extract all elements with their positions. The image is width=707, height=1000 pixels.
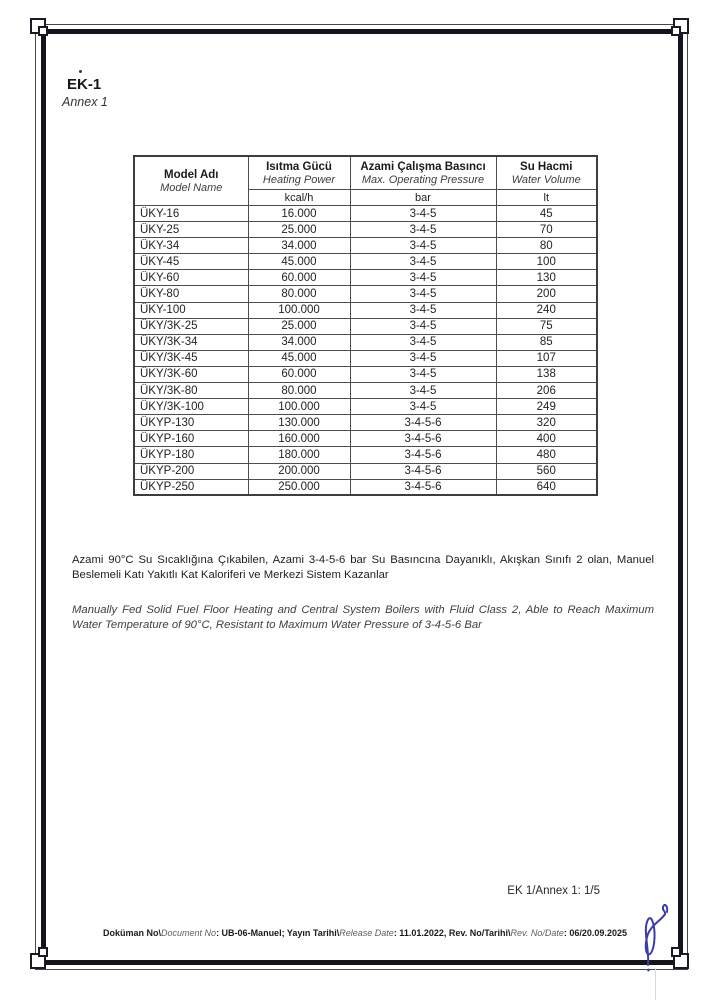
water-volume-cell: 45 [496,206,597,222]
doc-info-segment: Rev. No/Date [510,928,564,938]
pressure-cell: 3-4-5 [350,334,496,350]
heating-power-cell: 100.000 [248,399,350,415]
water-volume-cell: 107 [496,350,597,366]
pressure-cell: 3-4-5 [350,399,496,415]
header-model [134,156,248,206]
header-volume-tr: Su Hacmi [520,161,573,173]
heating-power-cell: 130.000 [248,415,350,431]
annex-title: EK-1 [67,76,102,93]
pressure-cell: 3-4-5 [350,238,496,254]
model-cell: ÜKY-34 [134,238,248,254]
pressure-cell: 3-4-5 [350,318,496,334]
table-row [134,399,597,415]
header-heating-power-tr: Isıtma Gücü [266,161,332,173]
spec-table-body [134,206,597,496]
water-volume-cell: 206 [496,383,597,399]
heating-power-cell: 60.000 [248,270,350,286]
pressure-cell: 3-4-5-6 [350,447,496,463]
pressure-cell: 3-4-5 [350,254,496,270]
doc-info-segment: : UB-06-Manuel; Yayın Tarihi\ [216,928,340,938]
water-volume-cell: 70 [496,222,597,238]
unit-pressure: bar [350,190,496,206]
water-volume-cell: 249 [496,399,597,415]
unit-volume: lt [496,190,597,206]
model-cell: ÜKY-100 [134,302,248,318]
corner-ornament [38,947,48,957]
table-row [134,463,597,479]
page-reference: EK 1/Annex 1: 1/5 [507,885,600,897]
pressure-cell: 3-4-5-6 [350,431,496,447]
doc-info-segment: Doküman No\ [103,928,162,938]
pressure-cell: 3-4-5 [350,350,496,366]
table-row [134,302,597,318]
table-row [134,334,597,350]
model-cell: ÜKY/3K-25 [134,318,248,334]
table-row [134,447,597,463]
doc-info-segment: : 06/20.09.2025 [563,928,627,938]
table-row [134,479,597,495]
corner-ornament [38,26,48,36]
header-pressure-tr: Azami Çalışma Basıncı [360,161,486,173]
header-volume-en: Water Volume [511,174,581,186]
water-volume-cell: 480 [496,447,597,463]
annex-subtitle: Annex 1 [62,95,108,109]
table-row [134,286,597,302]
model-cell: ÜKY/3K-45 [134,350,248,366]
spec-table [133,155,598,496]
model-cell: ÜKY/3K-60 [134,366,248,382]
water-volume-cell: 240 [496,302,597,318]
model-cell: ÜKYP-250 [134,479,248,495]
signature-paraph [636,901,676,973]
pressure-cell: 3-4-5 [350,383,496,399]
description-english: Manually Fed Solid Fuel Floor Heating and Central System Boilers with Fluid Class 2, Able to Reach Maximum Water Temperature of 90°C, Resistant to Maximum Water Pressure of 3-4-5-6 Bar [72,604,654,631]
pressure-cell: 3-4-5 [350,366,496,382]
water-volume-cell: 75 [496,318,597,334]
heating-power-cell: 250.000 [248,479,350,495]
model-cell: ÜKYP-180 [134,447,248,463]
model-cell: ÜKYP-130 [134,415,248,431]
heating-power-cell: 16.000 [248,206,350,222]
table-row [134,222,597,238]
header-volume [496,156,597,190]
table-row [134,254,597,270]
header-pressure [350,156,496,190]
model-cell: ÜKY/3K-100 [134,399,248,415]
water-volume-cell: 560 [496,463,597,479]
ink-speck [79,70,82,73]
water-volume-cell: 320 [496,415,597,431]
description-turkish: Azami 90°C Su Sıcaklığına Çıkabilen, Azami 3-4-5-6 bar Su Basıncına Dayanıklı, Akışkan Sınıfı 2 olan, Manuel Beslemeli Katı Yakıtlı Kat Kaloriferi ve Merkezi Sistem Kazanlar [72,554,654,581]
water-volume-cell: 85 [496,334,597,350]
table-row [134,383,597,399]
water-volume-cell: 400 [496,431,597,447]
model-cell: ÜKYP-200 [134,463,248,479]
water-volume-cell: 100 [496,254,597,270]
heating-power-cell: 80.000 [248,286,350,302]
header-heating-power [248,156,350,190]
heating-power-cell: 25.000 [248,318,350,334]
model-cell: ÜKY-60 [134,270,248,286]
unit-heating-power: kcal/h [248,190,350,206]
heating-power-cell: 180.000 [248,447,350,463]
water-volume-cell: 130 [496,270,597,286]
model-cell: ÜKYP-160 [134,431,248,447]
pressure-cell: 3-4-5-6 [350,463,496,479]
water-volume-cell: 200 [496,286,597,302]
table-row [134,270,597,286]
water-volume-cell: 640 [496,479,597,495]
heating-power-cell: 200.000 [248,463,350,479]
table-row [134,366,597,382]
pressure-cell: 3-4-5 [350,222,496,238]
table-row [134,318,597,334]
heating-power-cell: 25.000 [248,222,350,238]
table-row [134,350,597,366]
doc-info-segment: Document No [161,928,217,938]
pressure-cell: 3-4-5 [350,286,496,302]
pressure-cell: 3-4-5 [350,206,496,222]
heating-power-cell: 80.000 [248,383,350,399]
heating-power-cell: 34.000 [248,334,350,350]
heating-power-cell: 45.000 [248,350,350,366]
header-heating-power-en: Heating Power [262,174,336,186]
table-row [134,431,597,447]
header-model-en: Model Name [160,182,223,194]
table-row [134,206,597,222]
document-info-line [50,928,680,938]
pressure-cell: 3-4-5 [350,270,496,286]
model-cell: ÜKY-25 [134,222,248,238]
model-cell: ÜKY/3K-34 [134,334,248,350]
heating-power-cell: 100.000 [248,302,350,318]
pressure-cell: 3-4-5-6 [350,415,496,431]
model-cell: ÜKY-16 [134,206,248,222]
model-cell: ÜKY-80 [134,286,248,302]
header-model-tr: Model Adı [163,169,219,181]
model-cell: ÜKY-45 [134,254,248,270]
annex-heading-block [62,76,108,109]
heating-power-cell: 160.000 [248,431,350,447]
table-row [134,415,597,431]
doc-info-segment: : 11.01.2022, Rev. No/Tarihi\ [393,928,511,938]
table-row [134,238,597,254]
water-volume-cell: 80 [496,238,597,254]
pressure-cell: 3-4-5 [350,302,496,318]
heating-power-cell: 60.000 [248,366,350,382]
water-volume-cell: 138 [496,366,597,382]
pressure-cell: 3-4-5-6 [350,479,496,495]
heating-power-cell: 45.000 [248,254,350,270]
corner-ornament [671,26,681,36]
header-pressure-en: Max. Operating Pressure [361,174,485,186]
model-cell: ÜKY/3K-80 [134,383,248,399]
heating-power-cell: 34.000 [248,238,350,254]
doc-info-segment: Release Date [339,928,394,938]
